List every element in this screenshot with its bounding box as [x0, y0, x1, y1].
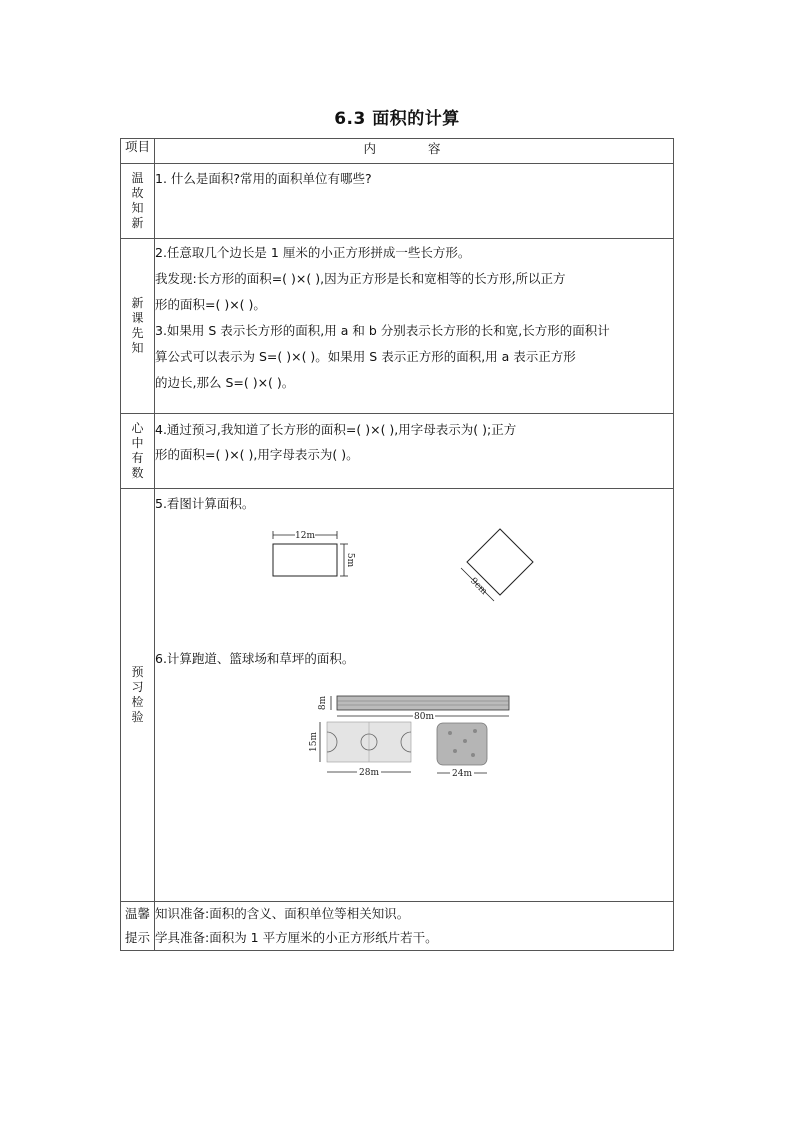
review-label: 温故知新: [131, 171, 144, 230]
track-width-label: 8m: [318, 695, 328, 711]
tip-knowledge: 知识准备:面积的含义、面积单位等相关知识。: [155, 906, 410, 921]
review-label-cell: [121, 164, 155, 239]
row-preview: [121, 239, 674, 414]
tips-label: 温馨提示: [124, 906, 150, 945]
tip-tools: 学具准备:面积为 1 平方厘米的小正方形纸片若干。: [155, 930, 438, 945]
question-4-line-1: 4.通过预习,我知道了长方形的面积=( )×( ),用字母表示为( );正方: [155, 422, 517, 437]
question-4-line-2: 形的面积=( )×( ),用字母表示为( )。: [155, 447, 359, 462]
rectangle-figure: [273, 529, 355, 576]
page-title: 6.3 面积的计算: [334, 109, 460, 129]
tips-content: [155, 902, 674, 951]
court-width-label: 15m: [309, 732, 319, 752]
question-3-line-1: 3.如果用 S 表示长方形的面积,用 a 和 b 分别表示长方形的长和宽,长方形的面积计: [155, 323, 610, 338]
preview-content: [155, 239, 674, 414]
summary-label: 心中有数: [131, 421, 144, 480]
header-item: 项目: [121, 139, 155, 164]
tips-label-cell: [121, 902, 155, 951]
summary-content: [155, 414, 674, 489]
lawn-figure: [437, 723, 487, 779]
figure-track-court-lawn: [155, 671, 655, 801]
question-3-line-3: 的边长,那么 S=( )×( )。: [155, 375, 295, 390]
question-2-line-2: 我发现:长方形的面积=( )×( ),因为正方形是长和宽相等的长方形,所以正方: [155, 271, 566, 286]
question-2-line-1: 2.任意取几个边长是 1 厘米的小正方形拼成一些长方形。: [155, 245, 471, 260]
row-summary: [121, 414, 674, 489]
question-5: 5.看图计算面积。: [155, 496, 255, 511]
question-3-line-2: 算公式可以表示为 S=( )×( )。如果用 S 表示正方形的面积,用 a 表示正方形: [155, 349, 576, 364]
check-content: [155, 489, 674, 902]
row-review: [121, 164, 674, 239]
preview-label: 新课先知: [131, 296, 144, 355]
summary-label-cell: [121, 414, 155, 489]
track-figure: [318, 695, 509, 722]
figure-rectangle-and-square: [155, 516, 655, 646]
review-content: [155, 164, 674, 239]
square-figure: [461, 529, 533, 601]
court-figure: [309, 722, 411, 778]
row-check: [121, 489, 674, 902]
check-label: 预习检验: [131, 665, 144, 724]
check-label-cell: [121, 489, 155, 902]
court-length-label: 28m: [359, 768, 379, 778]
square-side-label: 9cm: [468, 576, 489, 597]
question-6: 6.计算跑道、篮球场和草坪的面积。: [155, 651, 355, 666]
rectangle-width-label: 5m: [345, 552, 355, 568]
header-row: [121, 139, 674, 164]
track-length-label: 80m: [414, 712, 434, 722]
question-2-line-3: 形的面积=( )×( )。: [155, 297, 266, 312]
worksheet-table: [120, 138, 674, 951]
row-tips: [121, 902, 674, 951]
preview-label-cell: [121, 239, 155, 414]
lawn-side-label: 24m: [452, 769, 472, 779]
question-1: 1. 什么是面积?常用的面积单位有哪些?: [155, 171, 372, 186]
rectangle-length-label: 12m: [295, 531, 315, 541]
header-content: 内 容: [155, 139, 674, 164]
